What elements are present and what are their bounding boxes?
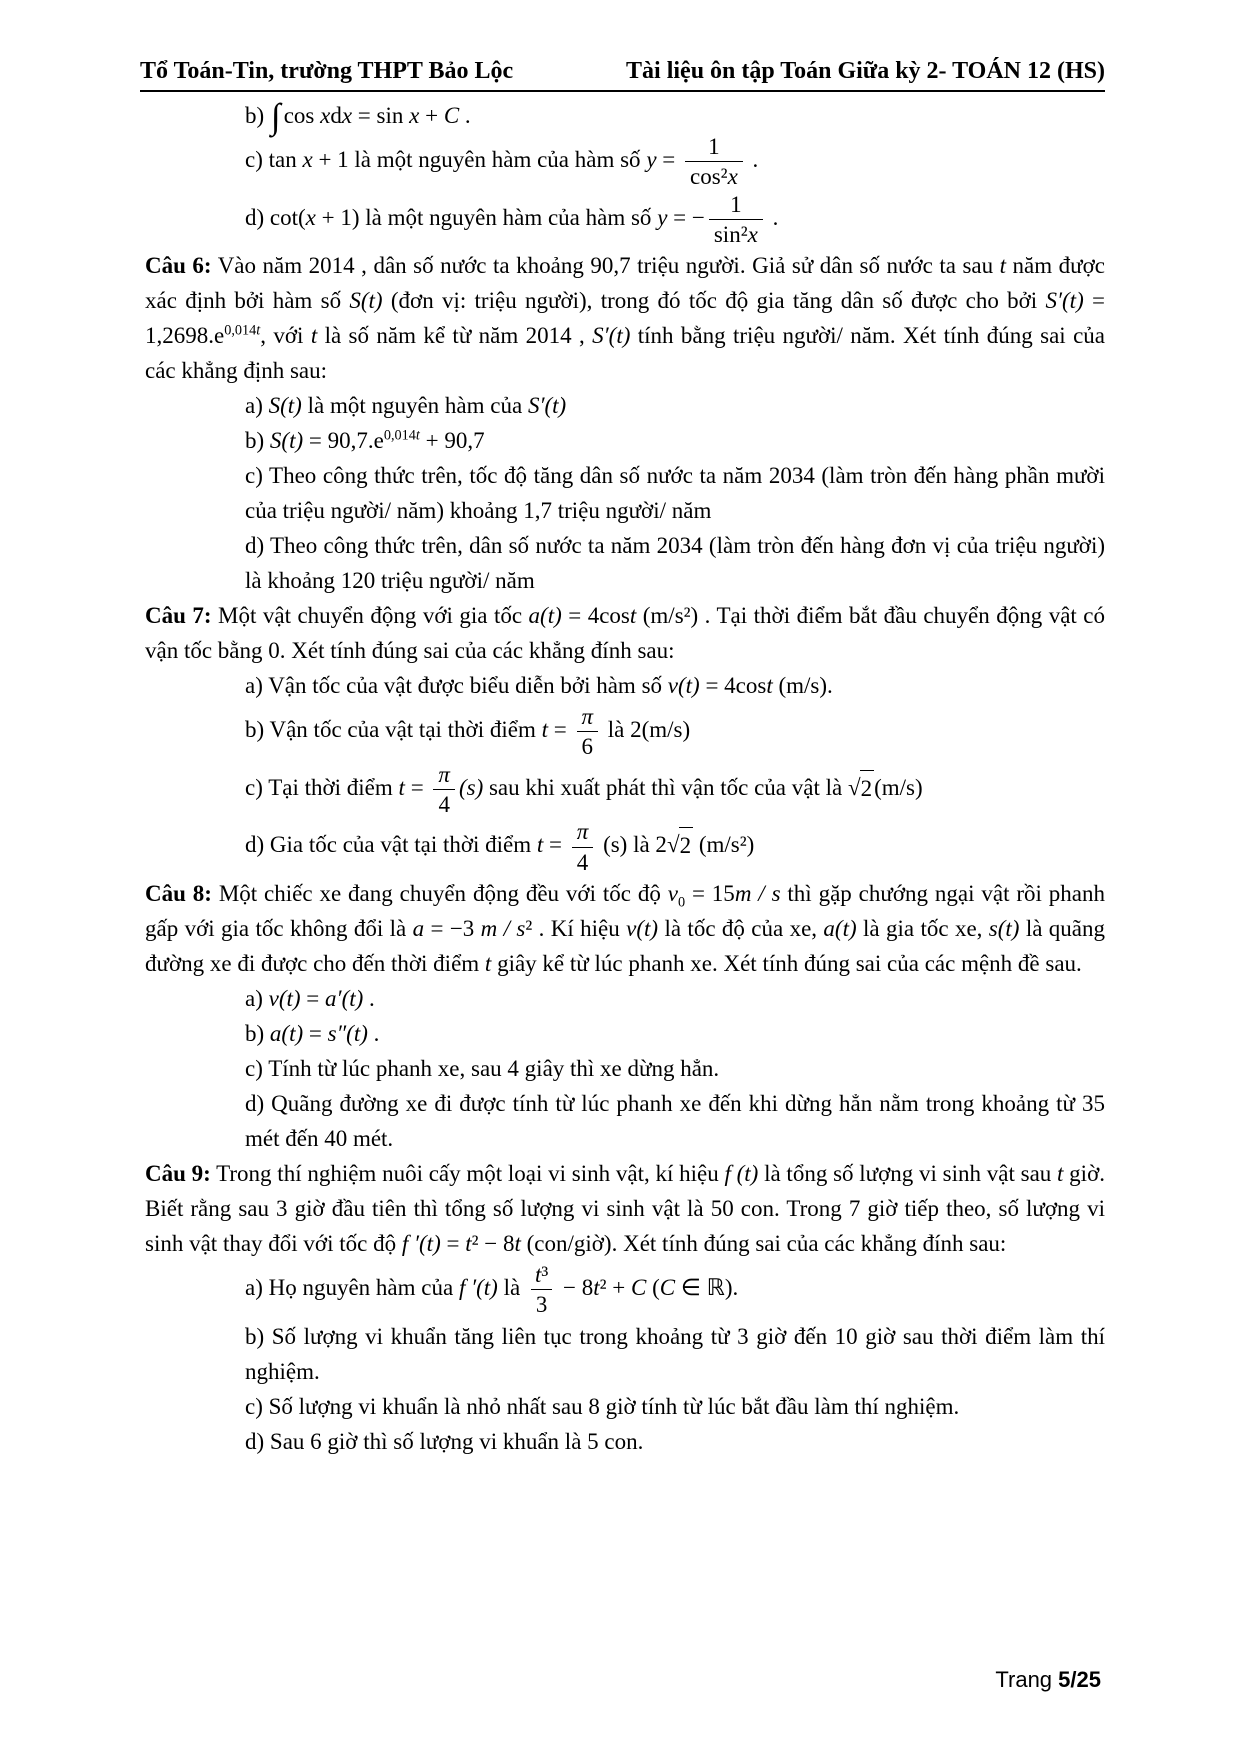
text-run: a)	[245, 985, 269, 1011]
text-run: 0,014	[383, 427, 416, 444]
text-run: (m/s)	[874, 774, 923, 800]
math-run: π	[581, 704, 594, 730]
text-run: + 90,7	[419, 428, 485, 454]
math-run: C	[659, 1275, 676, 1301]
question-item	[245, 703, 1105, 761]
question-item	[245, 761, 1105, 819]
math-run: m / s	[734, 880, 781, 906]
math-run: s(t)	[988, 915, 1020, 941]
page-number-label: Trang	[995, 1667, 1059, 1692]
integral-icon: ∫	[270, 95, 281, 136]
text-run: là gia tốc xe,	[856, 915, 989, 941]
text-run: =	[404, 774, 430, 800]
page-header	[140, 0, 1105, 92]
text-run: .	[367, 1020, 380, 1046]
text-run: là số năm kể từ năm 2014 ,	[317, 323, 593, 349]
text-run: là tổng số lượng vi sinh vật sau	[758, 1160, 1058, 1186]
header-left-title: Tổ Toán-Tin, trường THPT Bảo Lộc	[140, 58, 514, 84]
text-run: d) Gia tốc của vật tại thời điểm	[245, 832, 537, 858]
text-run: = 90,7.e	[303, 428, 384, 454]
text-run: Vào năm 2014 , dân số nước ta khoảng 90,7 triệu người. Giả sử dân số nước ta sau	[211, 253, 1000, 279]
text-run: .	[459, 103, 471, 128]
text-run: b)	[245, 1020, 270, 1046]
question-item	[245, 1086, 1105, 1156]
math-run: t	[484, 950, 492, 976]
text-run: giờ. Biết rằng sau 3 giờ đầu tiên thì tổng số lượng vi sinh vật là 50 con. Trong 7 giờ tiếp theo, số lượng vi sinh vật thay đổi với tốc độ	[145, 1160, 1105, 1256]
math-run: t	[999, 253, 1007, 279]
math-run: t	[256, 322, 261, 339]
math-run: S(t)	[269, 428, 304, 454]
math-run: x	[305, 204, 316, 230]
math-run: t	[534, 1261, 542, 1287]
text-run: (m/s).	[772, 673, 833, 699]
math-run: t	[465, 1230, 472, 1256]
header-right-title: Tài liệu ôn tập Toán Giữa kỳ 2- TOÁN 12 (HS)	[626, 58, 1105, 84]
text-run: cos²	[690, 164, 728, 190]
question-item	[245, 95, 1105, 136]
text-run: a)	[245, 393, 269, 419]
text-run: 2	[860, 775, 873, 801]
text-run: sau khi xuất phát thì vận tốc của vật là	[483, 774, 848, 800]
math-run: t	[541, 717, 548, 743]
text-run: a) Họ nguyên hàm của	[245, 1275, 459, 1301]
math-run: S(t)	[349, 288, 383, 314]
text-run: 1	[708, 134, 720, 159]
text-run: d) Theo công thức trên, dân số nước ta năm 2034 (làm tròn đến hàng đơn vị của triệu người) là khoảng 120 triệu người/ năm	[245, 533, 1105, 594]
question-item	[245, 1389, 1105, 1424]
text-run: ² − 8	[471, 1230, 515, 1256]
text-run: (s) là 2	[597, 832, 667, 858]
fraction	[572, 818, 594, 876]
math-run: (s)	[458, 774, 484, 800]
paragraph	[145, 598, 1105, 668]
math-run: x	[409, 103, 420, 128]
math-run: f ′(t)	[458, 1275, 498, 1301]
math-run: v(t)	[268, 985, 301, 1011]
radicand	[679, 827, 694, 863]
question-item	[245, 981, 1105, 1016]
text-run: .	[766, 204, 779, 230]
math-run: t	[398, 774, 405, 800]
math-run: t	[766, 673, 773, 699]
fraction	[530, 1261, 553, 1319]
document-body	[145, 95, 1106, 1459]
math-run: t	[629, 603, 637, 629]
fraction-denominator	[531, 1289, 553, 1318]
text-run: là tốc độ của xe,	[658, 915, 824, 941]
text-run: =	[656, 147, 682, 173]
math-run: x	[302, 147, 313, 173]
text-run: = 1,2698.e	[145, 288, 1105, 349]
fraction-denominator	[685, 161, 743, 190]
math-run: x	[341, 103, 353, 128]
question-item	[245, 1261, 1105, 1319]
text-run: (con/giờ). Xét tính đúng sai của các khẳng đính sau:	[520, 1230, 1007, 1256]
text-run: (đơn vị: triệu người), trong đó tốc độ gia tăng dân số được cho bởi	[382, 288, 1046, 314]
text-run: (	[646, 1275, 660, 1301]
sup-script	[224, 323, 260, 339]
text-run: là 2(m/s)	[602, 717, 691, 743]
text-run: (m/s²) . Tại thời điểm bắt đầu chuyển động vật có vận tốc bằng 0. Xét tính đúng sai của các khẳng đính sau:	[145, 603, 1105, 664]
radical-icon: √	[666, 832, 680, 858]
math-run: m / s	[480, 915, 526, 941]
fraction-numerator	[530, 1261, 553, 1289]
sup-script	[384, 428, 420, 444]
text-run: b) Số lượng vi khuẩn tăng liên tục trong khoảng từ 3 giờ đến 10 giờ sau thời điểm làm thí nghiệm.	[245, 1323, 1105, 1384]
text-run: là	[497, 1275, 526, 1301]
fraction-denominator	[433, 789, 455, 818]
text-run: 6	[581, 734, 593, 760]
text-run: d) Quãng đường xe đi được tính từ lúc phanh xe đến khi dừng hẳn nằm trong khoảng từ 35 mét đến 40 mét.	[245, 1090, 1105, 1151]
question-item	[245, 423, 1105, 458]
text-run: = −3	[424, 915, 481, 941]
text-run: ³	[541, 1261, 549, 1287]
text-run: b) Vận tốc của vật tại thời điểm	[245, 717, 542, 743]
text-run: , với	[260, 323, 311, 349]
math-run: x	[320, 103, 331, 128]
text-run: =	[543, 832, 568, 858]
text-run: +	[419, 103, 444, 128]
math-run: x	[727, 164, 738, 190]
math-run: a(t)	[269, 1020, 304, 1046]
math-run: t	[593, 1275, 600, 1301]
text-run: b)	[245, 103, 270, 128]
text-run: năm được xác định bởi hàm số	[145, 253, 1106, 314]
text-run: =	[548, 717, 573, 743]
text-run: = 15	[685, 880, 735, 906]
text-run: (m/s²)	[693, 832, 755, 858]
fraction-numerator	[703, 133, 725, 161]
text-run: 4	[576, 849, 589, 875]
text-run: c) Tại thời điểm	[245, 774, 399, 800]
math-run: S′(t)	[527, 393, 567, 419]
paragraph	[145, 248, 1105, 388]
text-run: giây kể từ lúc phanh xe. Xét tính đúng sai của các mệnh đề sau.	[491, 950, 1082, 976]
text-run: = 4cos	[561, 603, 630, 629]
text-run: a) Vận tốc của vật được biểu diễn bởi hàm số	[245, 673, 668, 699]
question-item	[245, 133, 1105, 191]
sub-script	[678, 895, 685, 911]
text-run: cos	[283, 103, 321, 128]
math-run: x	[747, 221, 758, 247]
math-run: t	[310, 323, 318, 349]
text-run: ∈ ℝ).	[675, 1275, 739, 1301]
text-run: d) Sau 6 giờ thì số lượng vi khuẩn là 5 con.	[245, 1428, 644, 1454]
paragraph	[145, 876, 1105, 981]
math-run: a(t)	[528, 603, 562, 629]
text-run: tính bằng triệu người/ năm. Xét tính đúng sai của các khẳng định sau:	[145, 323, 1105, 384]
text-run: 2	[679, 833, 692, 859]
math-run: v	[667, 880, 678, 906]
text-run: 4	[438, 792, 450, 818]
paragraph	[145, 1156, 1105, 1261]
fraction	[709, 191, 763, 249]
text-run: =	[300, 985, 326, 1011]
square-root	[848, 770, 874, 806]
text-run: 0	[677, 894, 686, 911]
question-item	[245, 818, 1105, 876]
text-run: − 8	[557, 1275, 594, 1301]
math-run: S(t)	[268, 393, 302, 419]
fraction-numerator	[576, 703, 598, 731]
question-item	[245, 458, 1105, 528]
fraction-denominator	[572, 847, 594, 876]
text-run: Trong thí nghiệm nuôi cấy một loại vi sinh vật, kí hiệu	[210, 1160, 725, 1186]
fraction	[685, 133, 743, 191]
text-run: c) Tính từ lúc phanh xe, sau 4 giây thì xe dừng hẳn.	[245, 1055, 720, 1081]
question-item	[245, 1051, 1105, 1086]
text-run: ² +	[599, 1275, 631, 1301]
fraction-numerator	[725, 191, 747, 219]
math-run: π	[576, 819, 589, 845]
text-run: 1	[730, 191, 742, 217]
fraction-denominator	[709, 219, 763, 248]
math-run: t	[415, 427, 420, 444]
math-run: a	[412, 915, 425, 941]
text-run: 0,014	[224, 322, 257, 339]
fraction-denominator	[577, 731, 599, 760]
text-run: là một nguyên hàm của	[301, 393, 528, 419]
text-run: là quãng đường xe đi được cho đến thời điểm	[145, 915, 1106, 976]
page-number-value: 5/25	[1058, 1667, 1101, 1692]
text-run: + 1) là một nguyên hàm của hàm số	[315, 204, 658, 230]
question-item	[245, 1319, 1105, 1389]
fraction	[576, 703, 598, 761]
text-run: c) Số lượng vi khuẩn là nhỏ nhất sau 8 giờ tính từ lúc bắt đầu làm thí nghiệm.	[245, 1393, 960, 1419]
text-run: ² . Kí hiệu	[525, 915, 627, 941]
square-root	[667, 827, 693, 863]
math-run: C	[631, 1275, 647, 1301]
math-run: y	[657, 204, 668, 230]
math-run: t	[514, 1230, 521, 1256]
text-run: Một chiếc xe đang chuyển động đều với tốc độ	[211, 880, 668, 906]
fraction	[433, 761, 455, 819]
math-run: S′(t)	[1045, 288, 1084, 314]
math-run: f (t)	[724, 1160, 759, 1186]
math-run: a(t)	[823, 915, 857, 941]
text-run: 3	[535, 1292, 548, 1318]
text-run: d	[330, 103, 342, 128]
math-run: v(t)	[667, 673, 700, 699]
text-run: =	[440, 1230, 466, 1256]
bold-text: Câu 8:	[145, 880, 212, 906]
radicand	[860, 770, 875, 806]
math-run: f ′(t)	[401, 1230, 441, 1256]
math-run: t	[1057, 1160, 1064, 1186]
text-run: = −	[667, 204, 705, 230]
text-run: + 1 là một nguyên hàm của hàm số	[312, 147, 647, 173]
math-run: S′(t)	[592, 323, 631, 349]
text-run: .	[746, 147, 759, 173]
text-run: =	[303, 1020, 328, 1046]
fraction-numerator	[572, 818, 594, 846]
question-item	[245, 1016, 1105, 1051]
text-run: = sin	[352, 103, 410, 128]
text-run: sin²	[713, 221, 748, 247]
radical-icon: √	[847, 774, 861, 800]
question-item	[245, 191, 1105, 249]
question-item	[245, 388, 1105, 423]
bold-text: Câu 9:	[145, 1160, 211, 1186]
text-run: d) cot(	[245, 204, 306, 230]
text-run: Một vật chuyển động với gia tốc	[211, 603, 529, 629]
math-run: v(t)	[626, 915, 659, 941]
math-run: a′(t)	[325, 985, 364, 1011]
fraction-numerator	[433, 761, 455, 789]
question-item	[245, 1424, 1105, 1459]
math-run: π	[438, 761, 450, 787]
page-footer	[995, 1667, 1101, 1693]
math-run: t	[536, 832, 544, 858]
bold-text: Câu 7:	[145, 603, 212, 629]
math-run: y	[646, 147, 657, 173]
question-item	[245, 528, 1105, 598]
text-run: thì gặp chướng ngại vật rồi phanh gấp với gia tốc không đổi là	[145, 880, 1105, 941]
text-run: c) Theo công thức trên, tốc độ tăng dân số nước ta năm 2034 (làm tròn đến hàng phần mười của triệu người/ năm) khoảng 1,7 triệu người/ năm	[245, 463, 1105, 524]
bold-text: Câu 6:	[145, 253, 212, 279]
text-run: .	[363, 985, 375, 1011]
math-run: s″(t)	[327, 1020, 368, 1046]
text-run: c) tan	[245, 147, 303, 173]
math-run: C	[443, 103, 460, 128]
text-run: = 4cos	[699, 673, 767, 699]
text-run: b)	[245, 428, 270, 454]
question-item	[245, 668, 1105, 703]
